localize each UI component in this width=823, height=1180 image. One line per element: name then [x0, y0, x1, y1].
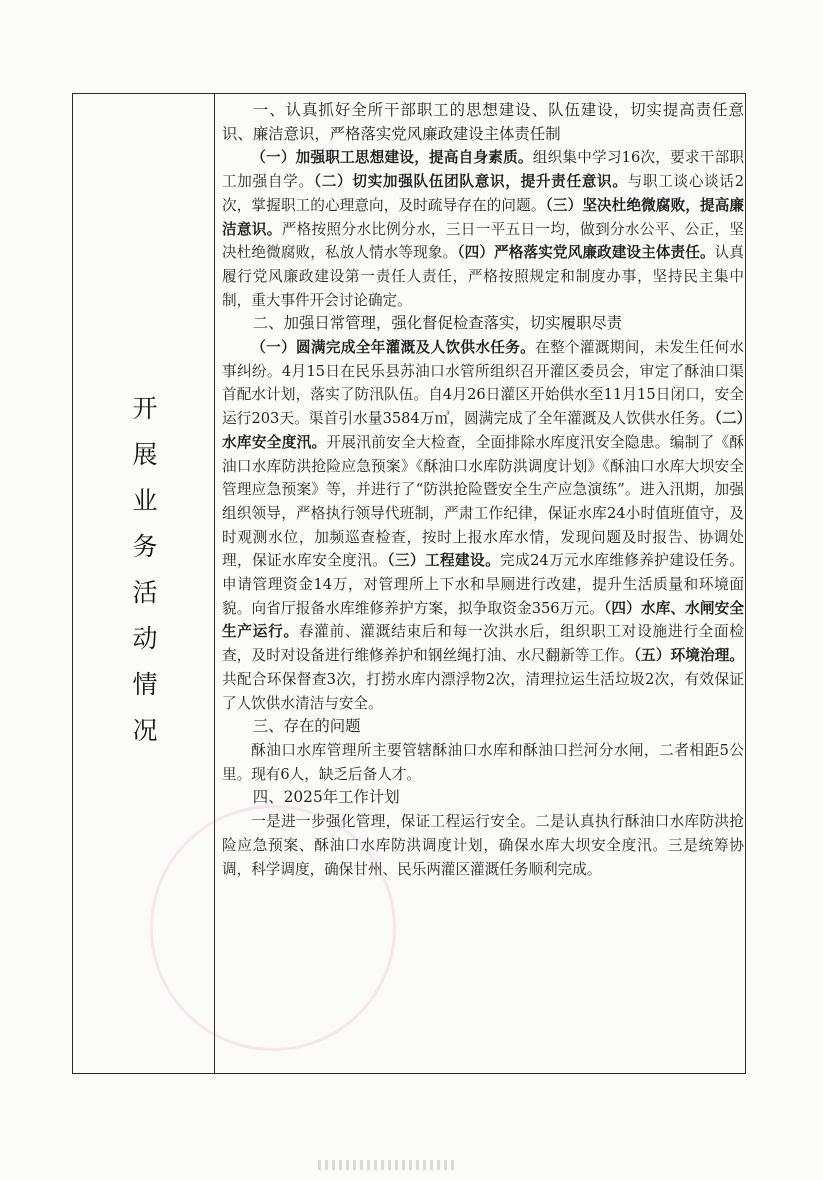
label-column — [72, 93, 214, 1074]
row-label: 开展业务活动情况 — [129, 394, 158, 763]
section-1-body: （一）加强职工思想建设，提高自身素质。组织集中学习16次，要求干部职工加强自学。（二）切实加强队伍团队意识，提升责任意识。与职工谈心谈话2次，掌握职工的心理意向，及时疏导存在的问题。（三）坚决杜绝微腐败，提高廉洁意识。严格按照分水比例分水，三日一平五日一均，做到分水公平、公正，坚决杜绝微腐败，私放人情水等现象。（四）严格落实党风廉政建设主体责任。认真履行党风廉政建设第一责任人责任，严格按照规定和制度办事，坚持民主集中制，重大事件开会讨论确定。 — [222, 149, 744, 309]
section-3-heading: 三、存在的问题 — [252, 717, 361, 736]
content-column — [222, 99, 744, 881]
section-2-heading: 二、加强日常管理，强化督促检查落实，切实履职尽责 — [252, 314, 623, 333]
column-divider — [214, 93, 215, 1074]
section-4-heading: 四、2025年工作计划 — [252, 788, 400, 807]
section-4-body: 一是进一步强化管理，保证工程运行安全。二是认真执行酥油口水库防洪抢险应急预案、酥油口水库防洪调度计划，确保水库大坝安全度汛。三是统筹协调，科学调度，确保甘州、民乐两灌区灌溉任务顺利完成。 — [222, 813, 744, 878]
section-1-heading: 一、认真抓好全所干部职工的思想建设、队伍建设，切实提高责任意识、廉洁意识，严格落实党风廉政建设主体责任制 — [222, 101, 744, 143]
scan-artifact — [318, 1160, 458, 1170]
section-2-body: （一）圆满完成全年灌溉及人饮供水任务。在整个灌溉期间，未发生任何水事纠纷。4月15日在民乐县苏油口水管所组织召开灌区委员会，审定了酥油口渠首配水计划，落实了防汛队伍。自4月26日灌区开始供水至11月15日闭口，安全运行203天。渠首引水量3584万㎥，圆满完成了全年灌溉及人饮供水任务。（二）水库安全度汛。开展汛前安全大检查，全面排除水库度汛安全隐患。编制了《酥油口水库防洪抢险应急预案》《酥油口水库防洪调度计划》《酥油口水库大坝安全管理应急预案》等，并进行了“防洪抢险暨安全生产应急演练”。进入汛期，加强组织领导，严格执行领导代班制，严肃工作纪律，保证水库24小时值班值守，及时观测水位，加频巡查检查，按时上报水库水情，发现问题及时报告、协调处理，保证水库安全度汛。（三）工程建设。完成24万元水库维修养护建设任务。申请管理资金14万，对管理所上下水和旱厕进行改建，提升生活质量和环境面貌。向省厅报备水库维修养护方案，拟争取资金356万元。（四）水库、水闸安全生产运行。春灌前、灌溉结束后和每一次洪水后，组织职工对设施进行全面检查，及时对设备进行维修养护和钢丝绳打油、水尺翻新等工作。（五）环境治理。共配合环保督查3次，打捞水库内漂浮物2次，清理拉运生活垃圾2次，有效保证了人饮供水清洁与安全。 — [222, 339, 744, 712]
section-3-body: 酥油口水库管理所主要管辖酥油口水库和酥油口拦河分水闸，二者相距5公里。现有6人，缺乏后备人才。 — [222, 741, 744, 783]
